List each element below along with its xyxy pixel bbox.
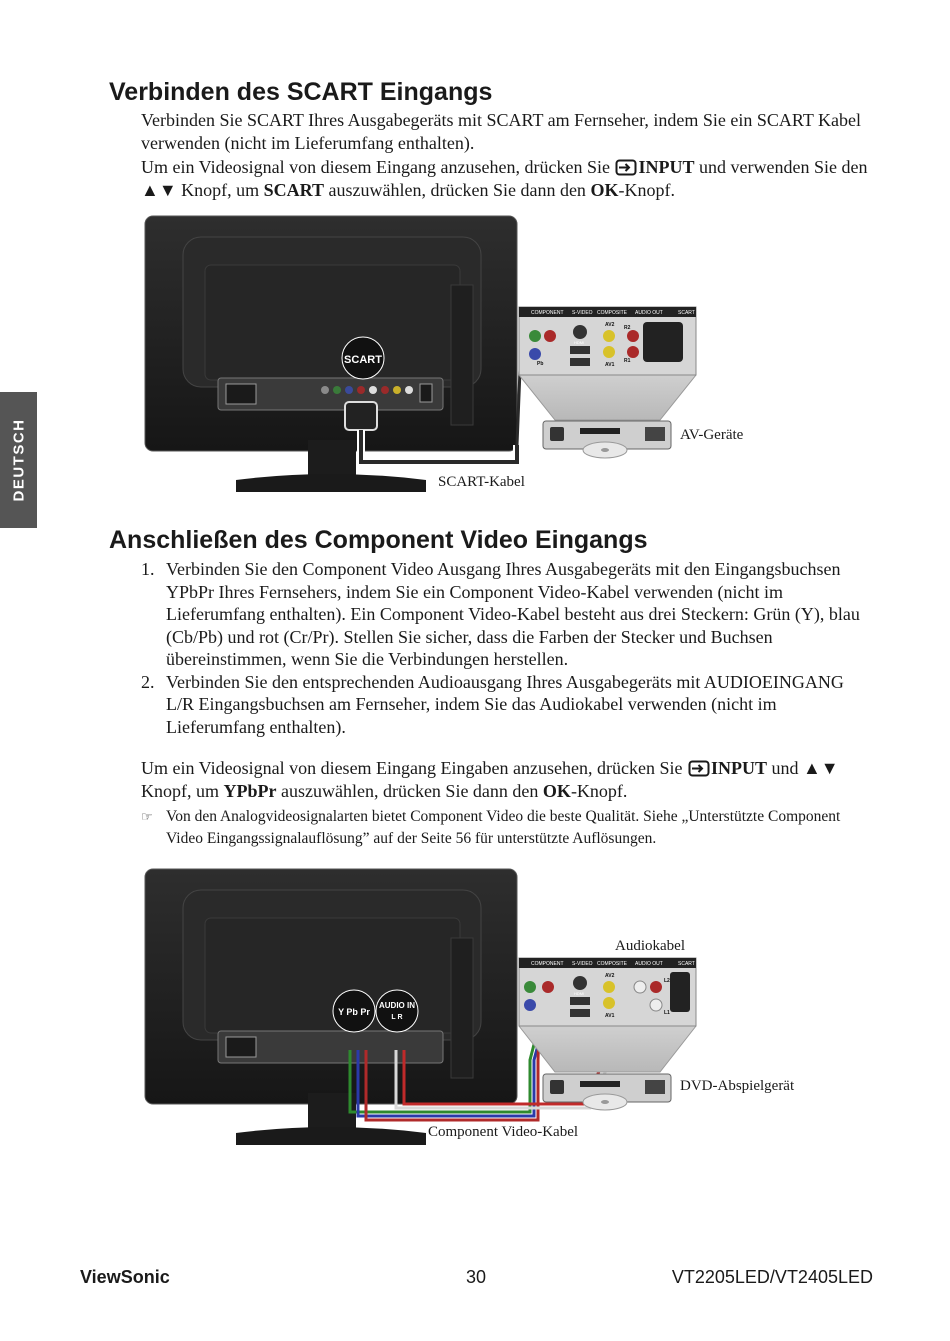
svg-text:S-VIDEO: S-VIDEO	[572, 961, 593, 967]
zoomed-connector-panel	[519, 958, 696, 1072]
scart-input-key: INPUT	[638, 157, 695, 177]
svg-text:L2: L2	[664, 978, 670, 984]
scart-cable-label: SCART-Kabel	[438, 474, 525, 490]
scart-ok-key: OK	[590, 180, 619, 200]
note-text: Von den Analogvideosignalarten bietet Component Video die beste Qualität. Siehe „Unterstützte Component Video Eingangssignalauflösung” auf der Seite 56 für unterstützte Auflösungen.	[166, 808, 841, 847]
page-number: 30	[466, 1267, 487, 1287]
section-title-scart: Verbinden des SCART Eingangs	[109, 78, 493, 106]
list-item: 2. Verbinden Sie den entsprechenden Audioausgang Ihres Ausgabegeräts mit AUDIOEINGANG L/R Eingangsbuchsen am Fernseher, indem Sie das Audiokabel verwenden (nicht im Lieferumfang enthalten).	[141, 671, 844, 737]
audio-in-badge	[376, 990, 418, 1032]
svg-text:S-VIDEO: S-VIDEO	[572, 310, 593, 316]
audio-in-badge-lr: L R	[391, 1014, 403, 1021]
component-input-key: INPUT	[710, 758, 767, 778]
component-ok-key: OK	[542, 781, 571, 801]
component-source-name: YPbPr	[223, 781, 277, 801]
footer-model: VT2205LED/VT2405LED	[671, 1267, 873, 1287]
svg-text:COMPONENT: COMPONENT	[531, 961, 564, 967]
svg-text:COMPOSITE: COMPOSITE	[597, 961, 628, 967]
list-item: 1. Verbinden Sie den Component Video Ausgang Ihres Ausgabegeräts mit den Eingangsbuchsen YPbPr Ihres Fernsehers, indem Sie ein Component Video-Kabel verwenden (nicht im Lieferumfang enthalten). Ein Component Video-Kabel besteht aus drei Steckern: Grün (Y), blau (Cb/Pb) und rot (Cr/Pr). Stellen Sie sicher, dass die Farben der Stecker und Buchsen übereinstimmen, wenn Sie die Verbindungen herstellen.	[141, 559, 860, 669]
scart-instr-text-c: auszuwählen, drücken Sie dann den	[328, 180, 586, 200]
pointing-hand-icon: ☞	[141, 809, 153, 824]
svg-text:Pb: Pb	[537, 361, 544, 367]
scart-badge-label: SCART	[344, 354, 382, 366]
svg-text:AV2: AV2	[605, 973, 615, 979]
svg-text:HDMI: HDMI	[574, 991, 585, 996]
step-1-text: Verbinden Sie den Component Video Ausgang Ihres Ausgabegeräts mit den Eingangsbuchsen YPbPr Ihres Fernsehers, indem Sie ein Component Video-Kabel verwenden (nicht im Lieferumfang enthalten). Ein Component Video-Kabel besteht aus drei Steckern: Grün (Y), blau (Cb/Pb) und rot (Cr/Pr). Stellen Sie sicher, dass die Farben der Stecker und Buchsen übereinstimmen, wenn Sie die Verbindungen herstellen.	[166, 559, 860, 669]
section-title-component: Anschließen des Component Video Eingangs	[109, 526, 648, 554]
ypbpr-badge	[333, 990, 375, 1032]
component-cable-label: Component Video-Kabel	[428, 1124, 579, 1140]
scart-source-name: SCART	[263, 180, 325, 200]
svg-text:SCART: SCART	[678, 961, 695, 967]
svg-text:AV1: AV1	[605, 1013, 615, 1019]
step-2-text: Verbinden Sie den entsprechenden Audioausgang Ihres Ausgabegeräts mit AUDIOEINGANG L/R Eingangsbuchsen am Fernseher, indem Sie das Audiokabel verwenden (nicht im Lieferumfang enthalten).	[166, 671, 844, 737]
svg-text:AUDIO OUT: AUDIO OUT	[635, 961, 663, 967]
svg-text:AV2: AV2	[605, 322, 615, 328]
scart-instr-text-b: und verwenden Sie den ▲▼ Knopf, um	[141, 157, 868, 200]
av-device-label: AV-Geräte	[680, 427, 744, 443]
svg-text:L1: L1	[664, 1010, 670, 1016]
svg-text:COMPONENT: COMPONENT	[531, 310, 564, 316]
svg-text:R1: R1	[624, 358, 631, 364]
svg-text:COMPOSITE: COMPOSITE	[597, 310, 628, 316]
scart-intro-paragraph: Verbinden Sie SCART Ihres Ausgabegeräts mit SCART am Fernseher, indem Sie ein SCART Kabel verwenden (nicht im Lieferumfang enthalten).	[141, 110, 861, 153]
component-instruction-paragraph: Um ein Videosignal von diesem Eingang Eingaben anzusehen, drücken Sie INPUT und ▲▼ Knopf, um YPbPr auszuwählen, drücken Sie dann den OK-Knopf.	[141, 758, 839, 801]
svg-text:HDMI: HDMI	[574, 340, 585, 345]
scart-instr-text-d: -Knopf.	[618, 180, 675, 200]
ypbpr-badge-label: Y Pb Pr	[338, 1007, 370, 1017]
audio-cable-label: Audiokabel	[615, 938, 685, 954]
svg-text:SCART: SCART	[678, 310, 695, 316]
svg-text:R2: R2	[624, 325, 631, 331]
svg-text:AV1: AV1	[605, 362, 615, 368]
side-tab-label: DEUTSCH	[10, 418, 27, 502]
footer-brand: ViewSonic	[80, 1267, 170, 1287]
dvd-player-label: DVD-Abspielgerät	[680, 1078, 795, 1094]
scart-instr-text-a: Um ein Videosignal von diesem Eingang anzusehen, drücken Sie	[141, 157, 610, 177]
audio-in-badge-title: AUDIO IN	[379, 1001, 415, 1010]
svg-text:AUDIO OUT: AUDIO OUT	[635, 310, 663, 316]
